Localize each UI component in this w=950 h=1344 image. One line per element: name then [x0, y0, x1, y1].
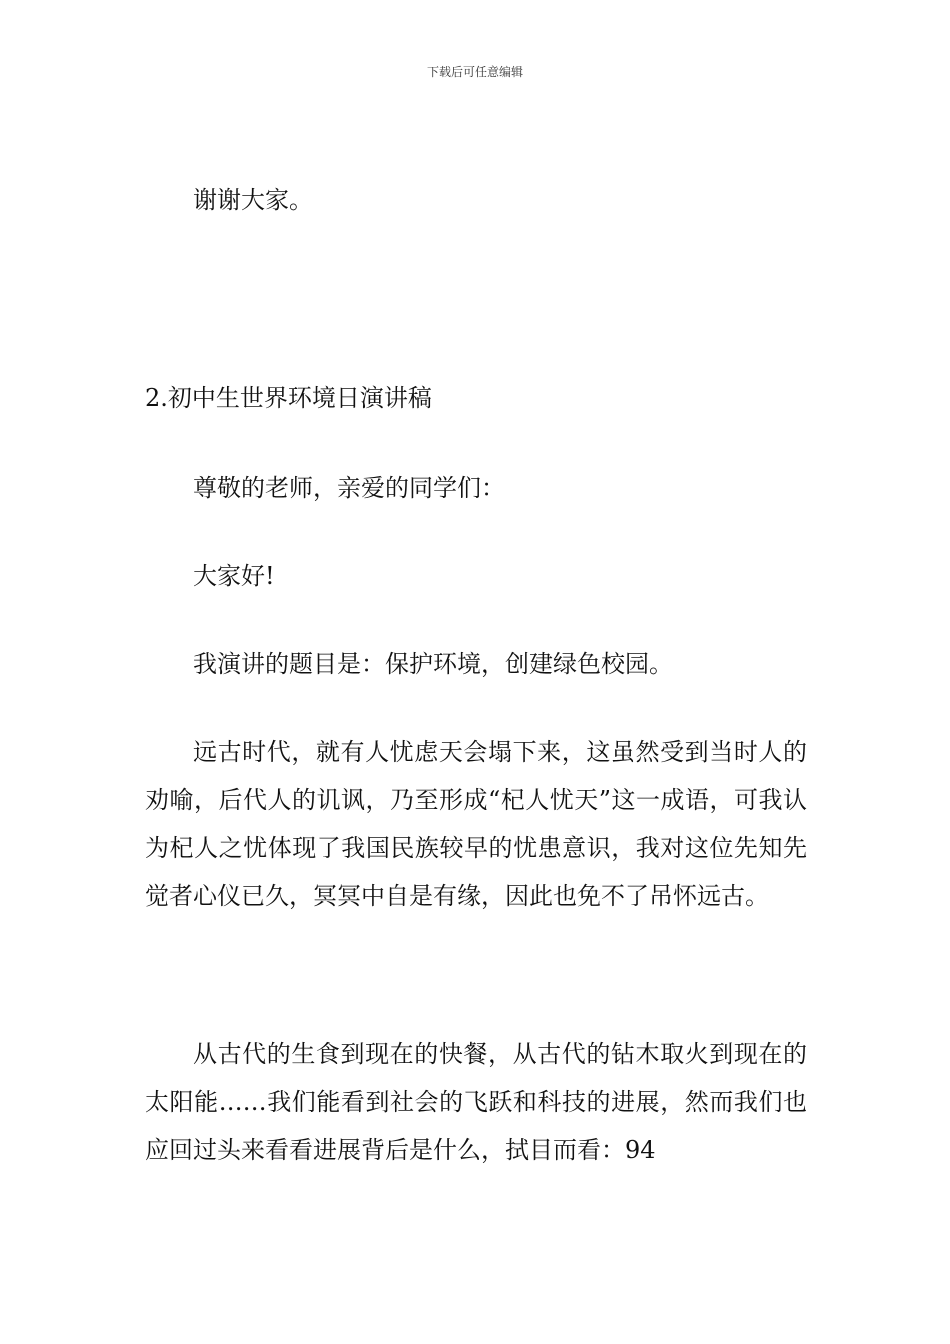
page-header-note: 下载后可任意编辑 [426, 65, 523, 79]
paragraph-ancient-worry: 远古时代，就有人忧虑天会塌下来，这虽然受到当时人的劝喻，后代人的讥讽，乃至形成“杞人忧天”这一成语，可我认为杞人之忧体现了我国民族较早的忧患意识，我对这位先知先觉者心仪已久，冥冥中自是有缘，因此也免不了吊怀远古。 [145, 738, 807, 910]
closing-thanks: 谢谢大家。 [193, 186, 313, 214]
section-title: 2.初中生世界环境日演讲稿 [145, 384, 432, 412]
paragraph-progress: 从古代的生食到现在的快餐，从古代的钻木取火到现在的太阳能……我们能看到社会的飞跃和科技的进展，然而我们也应回过头来看看进展背后是什么，拭目而看：94 [145, 1040, 807, 1164]
salutation: 尊敬的老师，亲爱的同学们： [193, 474, 505, 502]
speech-topic: 我演讲的题目是：保护环境，创建绿色校园。 [193, 650, 673, 678]
greeting: 大家好! [193, 562, 275, 590]
